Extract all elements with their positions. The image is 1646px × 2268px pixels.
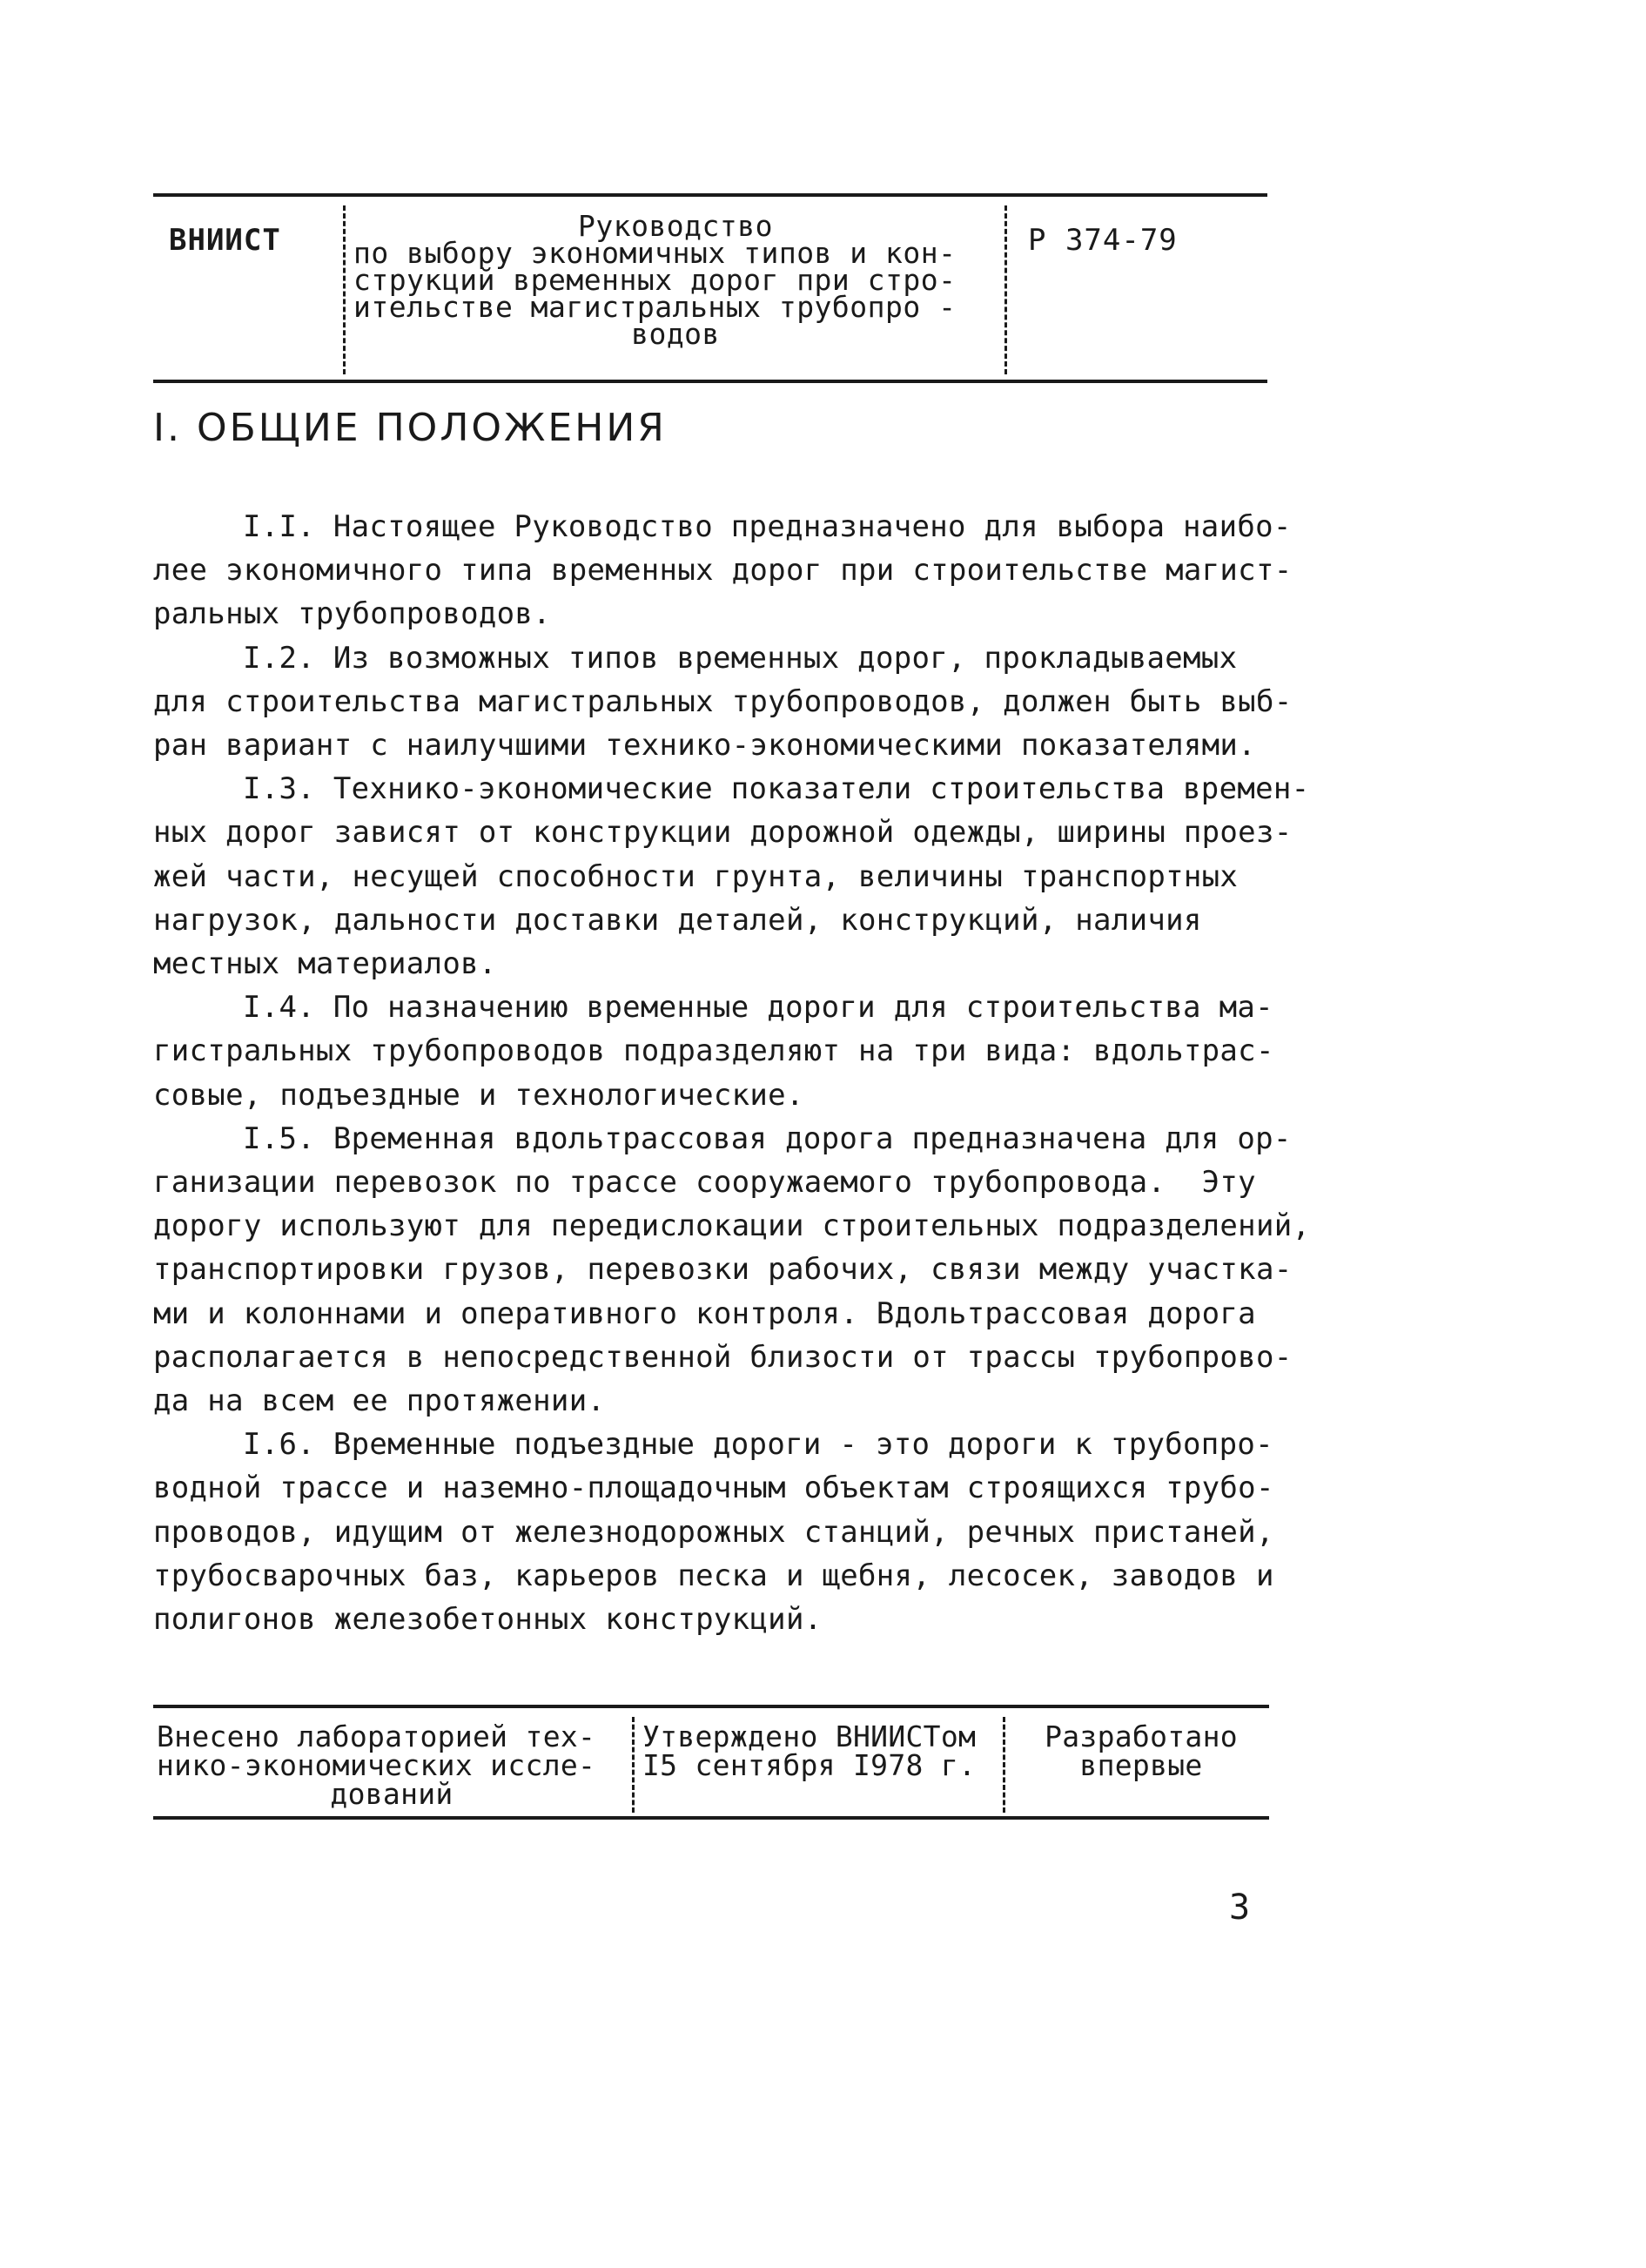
text-line: транспортировки грузов, перевозки рабочих, связи между участка-: [153, 1252, 1293, 1288]
paragraph-1-5: [153, 1117, 1311, 1423]
document-footer: [153, 1705, 1269, 1820]
document-code: Р 374-79: [1028, 223, 1178, 258]
paragraph-1-3: [153, 767, 1310, 986]
text-line: ми и колоннами и оперативного контроля. Вдольтрассовая дорога: [153, 1296, 1256, 1331]
text-line: для строительства магистральных трубопроводов, должен быть выб-: [153, 683, 1293, 719]
section-heading: I. ОБЩИЕ ПОЛОЖЕНИЯ: [153, 406, 667, 450]
text-line: ных дорог зависят от конструкции дорожной одежды, ширины проез-: [153, 815, 1293, 851]
paragraph-1-6: [153, 1423, 1285, 1641]
document-title-line: по выбору экономичных типов и кон-: [353, 236, 957, 270]
text-line: местных материалов.: [153, 946, 497, 982]
text-line: ральных трубопроводов.: [153, 596, 551, 632]
text-line: дорогу используют для передислокации строительных подразделений,: [153, 1208, 1311, 1244]
text-line: ганизации перевозок по трассе сооружаемого трубопровода. Эту: [153, 1165, 1256, 1201]
text-line: жей части, несущей способности грунта, величины транспортных: [153, 858, 1239, 894]
developed-note-line: впервые: [1079, 1748, 1203, 1782]
footer-divider: [632, 1717, 635, 1813]
approved-by: [642, 1722, 999, 1780]
document-title-line: водов: [631, 317, 720, 351]
submitted-by-line: дований: [330, 1777, 453, 1811]
document-body: [153, 505, 1311, 1641]
header-divider: [343, 205, 346, 374]
page-number: 3: [1229, 1888, 1251, 1928]
paragraph-1-4: [153, 986, 1285, 1117]
text-line: ран вариант с наилучшими технико-экономическими показателями.: [153, 728, 1256, 764]
text-line: нагрузок, дальности доставки деталей, конструкций, наличия: [153, 902, 1202, 938]
developed-note: [1015, 1722, 1267, 1780]
text-line: гистральных трубопроводов подразделяют на три вида: вдольтрас-: [153, 1033, 1274, 1069]
approved-by-line: I5 сентября I978 г.: [642, 1748, 977, 1782]
approved-by-line: Утверждено ВНИИСТом: [642, 1720, 977, 1753]
text-line: I.5. Временная вдольтрассовая дорога предназначена для ор-: [243, 1121, 1292, 1156]
document-title-line: струкций временных дорог при стро-: [353, 263, 957, 297]
submitted-by-line: Внесено лабораторией тех-: [157, 1720, 596, 1753]
text-line: I.I. Настоящее Руководство предназначено для выбора наибо-: [243, 509, 1292, 544]
organization-name: ВНИИСТ: [169, 223, 281, 258]
text-line: I.2. Из возможных типов временных дорог, прокладываемых: [243, 640, 1238, 676]
text-line: трубосварочных баз, карьеров песка и щебня, лесосек, заводов и: [153, 1558, 1274, 1593]
text-line: I.6. Временные подъездные дороги - это дороги к трубопро-: [243, 1427, 1273, 1463]
paragraph-1-2: [153, 636, 1293, 768]
text-line: да на всем ее протяжении.: [153, 1383, 606, 1419]
submitted-by-line: нико-экономических иссле-: [157, 1748, 596, 1782]
text-line: лее экономичного типа временных дорог при строительстве магист-: [153, 553, 1293, 589]
footer-divider: [1003, 1717, 1005, 1813]
paragraph-1-1: [153, 505, 1293, 636]
text-line: водной трассе и наземно-площадочным объектам строящихся трубо-: [153, 1470, 1274, 1506]
text-line: проводов, идущим от железнодорожных станций, речных пристаней,: [153, 1514, 1274, 1550]
document-title: [353, 209, 998, 351]
document-header: [153, 193, 1267, 383]
developed-note-line: Разработано: [1045, 1720, 1238, 1753]
text-line: I.3. Технико-экономические показатели строительства времен-: [243, 771, 1310, 807]
text-line: полигонов железобетонных конструкций.: [153, 1602, 823, 1638]
document-title-line: ительстве магистральных трубопро -: [353, 290, 957, 324]
submitted-by: [157, 1720, 627, 1811]
text-line: совые, подъездные и технологические.: [153, 1077, 804, 1113]
text-line: располагается в непосредственной близости от трассы трубопрово-: [153, 1339, 1293, 1375]
header-divider: [1004, 205, 1007, 374]
document-title-line: Руководство: [577, 209, 774, 243]
text-line: I.4. По назначению временные дороги для строительства ма-: [243, 990, 1273, 1026]
